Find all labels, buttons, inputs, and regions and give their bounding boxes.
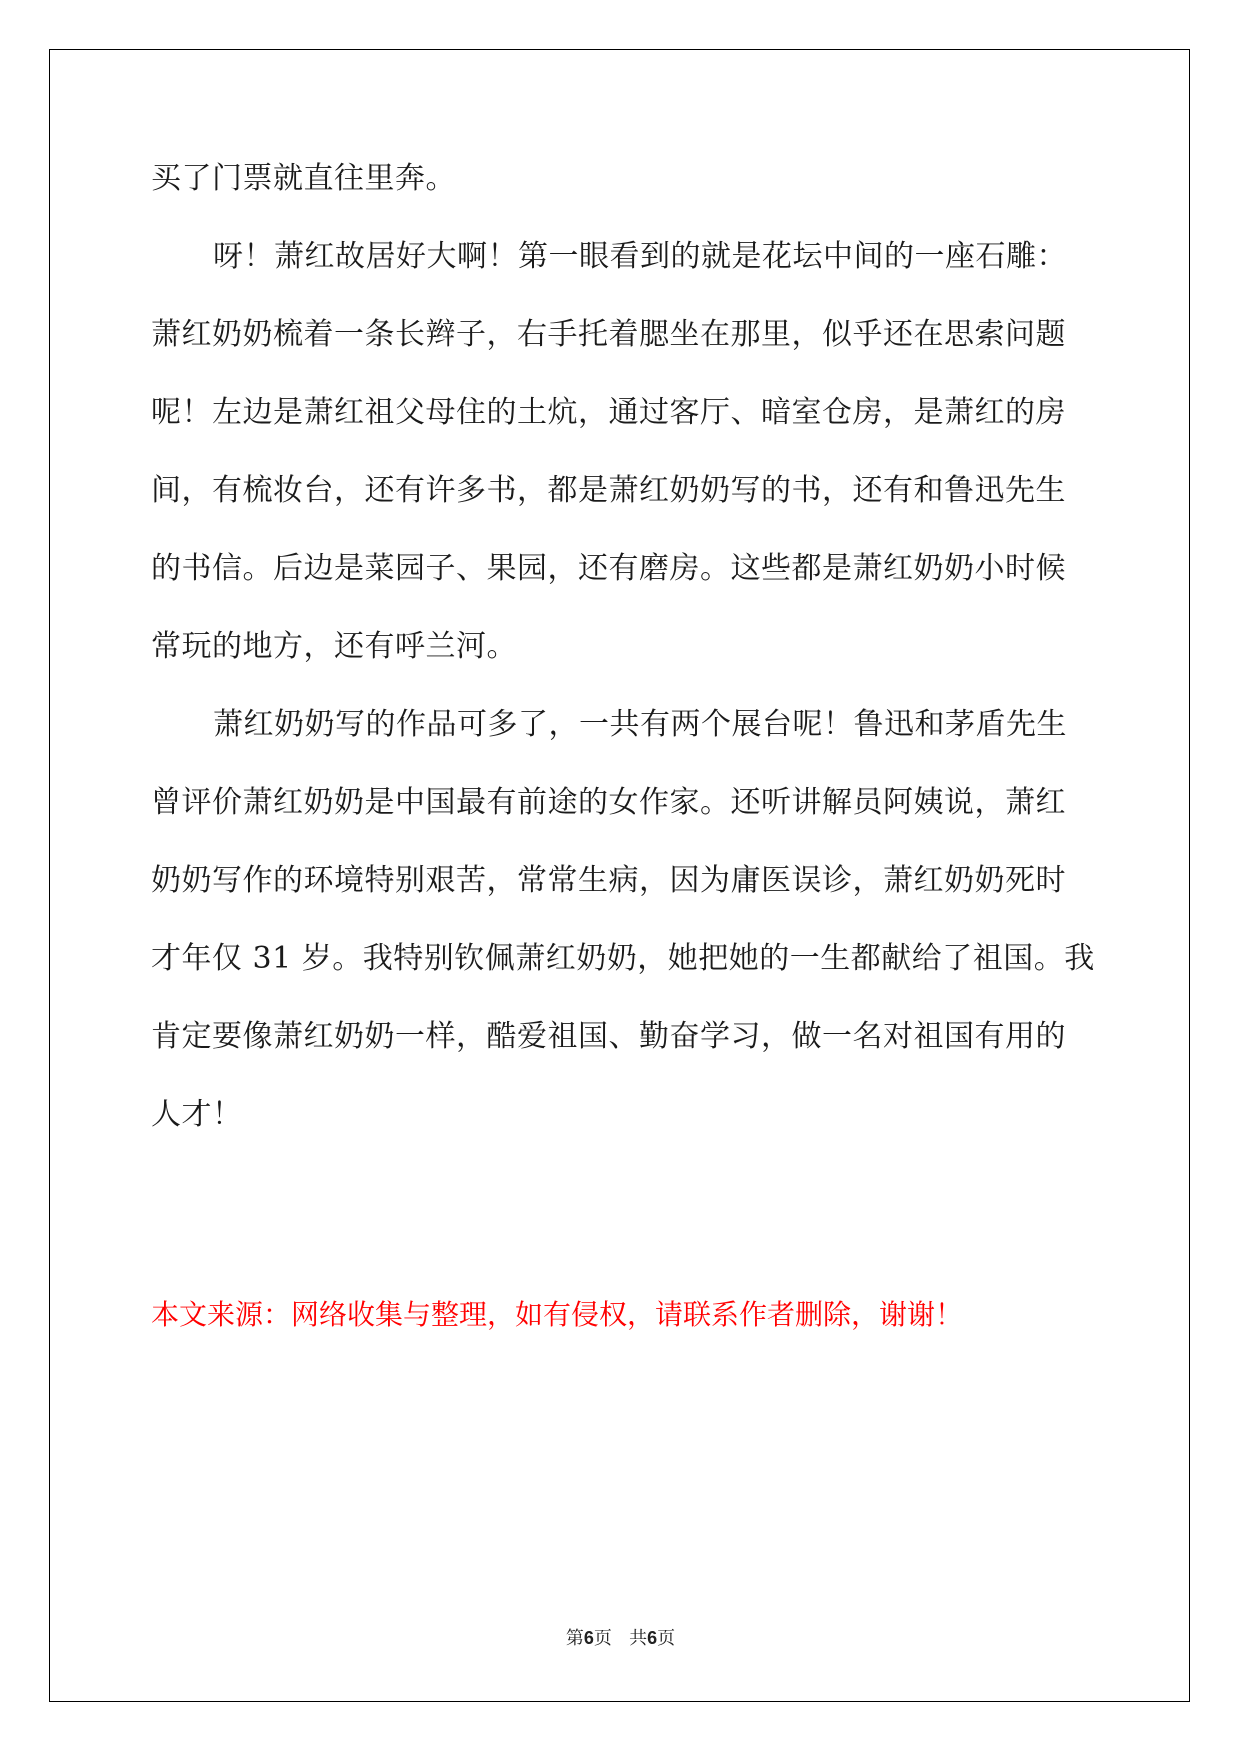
- page-footer: [0, 1624, 1241, 1650]
- paragraph-line: 间，有梳妆台，还有许多书，都是萧红奶奶写的书，还有和鲁迅先生: [151, 473, 1066, 508]
- paragraph-line: 萧红奶奶写的作品可多了，一共有两个展台呢！鲁迅和茅盾先生: [213, 707, 1067, 742]
- paragraph-line: 呀！萧红故居好大啊！第一眼看到的就是花坛中间的一座石雕：: [213, 239, 1067, 274]
- current-page-number: 6: [583, 1628, 594, 1648]
- total-page-number: 6: [647, 1628, 658, 1648]
- source-notice: 本文来源：网络收集与整理，如有侵权，请联系作者删除，谢谢！: [151, 1298, 964, 1331]
- paragraph-line: 买了门票就直往里奔。: [151, 161, 456, 196]
- paragraph-line: 的书信。后边是菜园子、果园，还有磨房。这些都是萧红奶奶小时候: [151, 551, 1066, 586]
- paragraph-line: 萧红奶奶梳着一条长辫子，右手托着腮坐在那里，似乎还在思索问题: [151, 317, 1066, 352]
- paragraph-line: 才年仅 31 岁。我特别钦佩萧红奶奶，她把她的一生都献给了祖国。我: [151, 941, 1095, 976]
- footer-total-prefix: 共: [629, 1628, 648, 1649]
- paragraph-line: 曾评价萧红奶奶是中国最有前途的女作家。还听讲解员阿姨说，萧红: [151, 785, 1066, 820]
- paragraph-line: 肯定要像萧红奶奶一样，酷爱祖国、勤奋学习，做一名对祖国有用的: [151, 1019, 1066, 1054]
- footer-prefix: 第: [565, 1628, 584, 1649]
- footer-total-suffix: 页: [657, 1628, 676, 1649]
- paragraph-line: 呢！左边是萧红祖父母住的土炕，通过客厅、暗室仓房，是萧红的房: [151, 395, 1066, 430]
- document-body: [151, 140, 1095, 1154]
- paragraph-line: 人才！: [151, 1097, 243, 1132]
- paragraph-line: 常玩的地方，还有呼兰河。: [151, 629, 517, 664]
- paragraph-line: 奶奶写作的环境特别艰苦，常常生病，因为庸医误诊，萧红奶奶死时: [151, 863, 1066, 898]
- footer-page-suffix: 页: [593, 1628, 612, 1649]
